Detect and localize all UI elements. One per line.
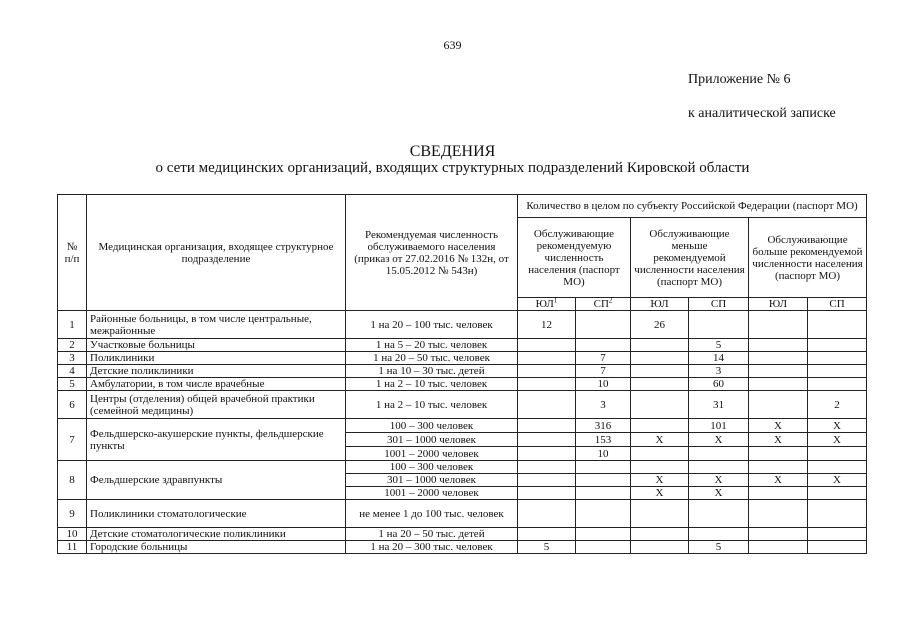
organization-name: Центры (отделения) общей врачебной практики (семейной медицины)	[87, 391, 346, 419]
value-cell	[808, 447, 867, 461]
value-cell: 5	[689, 339, 749, 352]
document-subtitle: о сети медицинских организаций, входящих структурных подразделений Кировской области	[155, 160, 750, 176]
value-cell	[749, 378, 808, 391]
value-cell	[749, 461, 808, 474]
row-number: 9	[58, 500, 87, 528]
recommended-population: 1 на 20 – 50 тыс. детей	[346, 528, 518, 541]
organization-name: Поликлиники	[87, 352, 346, 365]
value-cell	[631, 419, 689, 433]
header-num: № п/п	[58, 195, 87, 311]
header-row	[58, 195, 867, 218]
value-cell	[808, 378, 867, 391]
recommended-population: 301 – 1000 человек	[346, 474, 518, 487]
recommended-population: 1 на 2 – 10 тыс. человек	[346, 378, 518, 391]
value-cell	[631, 339, 689, 352]
value-cell	[631, 391, 689, 419]
value-cell	[749, 311, 808, 339]
value-cell: X	[808, 474, 867, 487]
header-sp: $СП^2$	[576, 298, 631, 311]
recommended-population: 1001 – 2000 человек	[346, 487, 518, 500]
recommended-population: 1 на 20 – 300 тыс. человек	[346, 541, 518, 554]
table-row	[58, 365, 867, 378]
value-cell	[808, 541, 867, 554]
row-number: 5	[58, 378, 87, 391]
value-cell: X	[689, 433, 749, 447]
value-cell	[749, 541, 808, 554]
value-cell	[749, 339, 808, 352]
value-cell	[518, 528, 576, 541]
recommended-population: 100 – 300 человек	[346, 419, 518, 433]
value-cell	[576, 311, 631, 339]
value-cell	[518, 474, 576, 487]
value-cell	[749, 500, 808, 528]
value-cell	[631, 461, 689, 474]
header-sp: СП	[808, 298, 867, 311]
row-number: 8	[58, 461, 87, 500]
row-number: 1	[58, 311, 87, 339]
row-number: 6	[58, 391, 87, 419]
header-sp: СП	[689, 298, 749, 311]
row-number: 4	[58, 365, 87, 378]
value-cell: 60	[689, 378, 749, 391]
value-cell	[808, 339, 867, 352]
value-cell	[518, 391, 576, 419]
row-number: 10	[58, 528, 87, 541]
document-title: СВЕДЕНИЯ	[409, 143, 496, 160]
value-cell: 3	[689, 365, 749, 378]
value-cell: 10	[576, 378, 631, 391]
header-recommended: Рекомендуемая численность обслуживаемого населения (приказ от 27.02.2016 № 132н, от 15.05.2012 № 543н)	[346, 195, 518, 311]
value-cell	[808, 528, 867, 541]
header-organization: Медицинская организация, входящее структурное подразделение	[87, 195, 346, 311]
value-cell	[808, 311, 867, 339]
recommended-population: 1 на 2 – 10 тыс. человек	[346, 391, 518, 419]
recommended-population: 100 – 300 человек	[346, 461, 518, 474]
organization-name: Фельдшерские здравпункты	[87, 461, 346, 500]
recommended-population: 1001 – 2000 человек	[346, 447, 518, 461]
value-cell: X	[808, 433, 867, 447]
value-cell	[518, 500, 576, 528]
value-cell	[518, 378, 576, 391]
organizations-table	[57, 194, 867, 554]
table-row	[58, 378, 867, 391]
value-cell	[689, 447, 749, 461]
value-cell: 316	[576, 419, 631, 433]
organization-name: Амбулатории, в том числе врачебные	[87, 378, 346, 391]
value-cell	[808, 352, 867, 365]
value-cell: X	[749, 419, 808, 433]
value-cell: X	[689, 474, 749, 487]
value-cell: 153	[576, 433, 631, 447]
value-cell: X	[689, 487, 749, 500]
value-cell: X	[631, 487, 689, 500]
header-quantity: Количество в целом по субъекту Российской Федерации (паспорт МО)	[518, 195, 867, 218]
value-cell	[749, 447, 808, 461]
table-row	[58, 311, 867, 339]
value-cell: 26	[631, 311, 689, 339]
header-group-less: Обслуживающие меньше рекомендуемой численности населения (паспорт МО)	[631, 218, 749, 298]
value-cell	[689, 500, 749, 528]
recommended-population: 1 на 20 – 50 тыс. человек	[346, 352, 518, 365]
value-cell: 3	[576, 391, 631, 419]
value-cell	[518, 339, 576, 352]
value-cell	[518, 461, 576, 474]
organization-name: Детские стоматологические поликлиники	[87, 528, 346, 541]
value-cell	[749, 352, 808, 365]
organization-name: Поликлиники стоматологические	[87, 500, 346, 528]
value-cell	[631, 528, 689, 541]
value-cell: X	[749, 433, 808, 447]
value-cell	[576, 474, 631, 487]
value-cell	[808, 500, 867, 528]
header-yul: ЮЛ	[749, 298, 808, 311]
value-cell	[808, 487, 867, 500]
value-cell	[576, 541, 631, 554]
value-cell	[576, 487, 631, 500]
value-cell	[518, 433, 576, 447]
organization-name: Детские поликлиники	[87, 365, 346, 378]
value-cell	[808, 365, 867, 378]
row-number: 7	[58, 419, 87, 461]
organization-name: Городские больницы	[87, 541, 346, 554]
appendix-label: Приложение № 6	[688, 72, 791, 87]
value-cell: X	[808, 419, 867, 433]
value-cell: 101	[689, 419, 749, 433]
value-cell	[518, 487, 576, 500]
value-cell: 5	[689, 541, 749, 554]
row-number: 3	[58, 352, 87, 365]
table-row	[58, 541, 867, 554]
value-cell	[749, 391, 808, 419]
value-cell: 31	[689, 391, 749, 419]
row-number: 2	[58, 339, 87, 352]
table-row	[58, 528, 867, 541]
organization-name: Фельдшерско-акушерские пункты, фельдшерские пункты	[87, 419, 346, 461]
organization-name: Участковые больницы	[87, 339, 346, 352]
value-cell: 7	[576, 352, 631, 365]
value-cell: 10	[576, 447, 631, 461]
value-cell	[808, 461, 867, 474]
recommended-population: 301 – 1000 человек	[346, 433, 518, 447]
value-cell	[749, 487, 808, 500]
value-cell	[631, 378, 689, 391]
value-cell	[518, 447, 576, 461]
value-cell	[576, 339, 631, 352]
value-cell: X	[631, 474, 689, 487]
value-cell	[631, 352, 689, 365]
value-cell	[518, 352, 576, 365]
page-number: 639	[443, 38, 462, 52]
recommended-population: 1 на 10 – 30 тыс. детей	[346, 365, 518, 378]
value-cell	[689, 528, 749, 541]
value-cell	[689, 311, 749, 339]
value-cell	[518, 419, 576, 433]
recommended-population: 1 на 20 – 100 тыс. человек	[346, 311, 518, 339]
value-cell: 14	[689, 352, 749, 365]
header-group-recommended: Обслуживающие рекомендуемую численность населения (паспорт МО)	[518, 218, 631, 298]
table-row	[58, 352, 867, 365]
value-cell	[576, 461, 631, 474]
value-cell	[749, 365, 808, 378]
value-cell: 7	[576, 365, 631, 378]
organization-name: Районные больницы, в том числе центральные, межрайонные	[87, 311, 346, 339]
value-cell	[749, 528, 808, 541]
value-cell	[631, 447, 689, 461]
table-row	[58, 419, 867, 433]
value-cell	[689, 461, 749, 474]
table-row	[58, 391, 867, 419]
table-row	[58, 500, 867, 528]
table-row	[58, 461, 867, 474]
value-cell	[631, 541, 689, 554]
value-cell	[631, 365, 689, 378]
appendix-reference: к аналитической записке	[688, 106, 836, 121]
value-cell: 2	[808, 391, 867, 419]
value-cell: 12	[518, 311, 576, 339]
value-cell	[631, 500, 689, 528]
value-cell: X	[749, 474, 808, 487]
value-cell: 5	[518, 541, 576, 554]
value-cell	[576, 500, 631, 528]
header-yul: $ЮЛ^1$	[518, 298, 576, 311]
recommended-population: 1 на 5 – 20 тыс. человек	[346, 339, 518, 352]
value-cell	[576, 528, 631, 541]
value-cell	[518, 365, 576, 378]
recommended-population: не менее 1 до 100 тыс. человек	[346, 500, 518, 528]
value-cell: X	[631, 433, 689, 447]
row-number: 11	[58, 541, 87, 554]
table-row	[58, 339, 867, 352]
header-yul: ЮЛ	[631, 298, 689, 311]
header-group-more: Обслуживающие больше рекомендуемой численности населения (паспорт МО)	[749, 218, 867, 298]
